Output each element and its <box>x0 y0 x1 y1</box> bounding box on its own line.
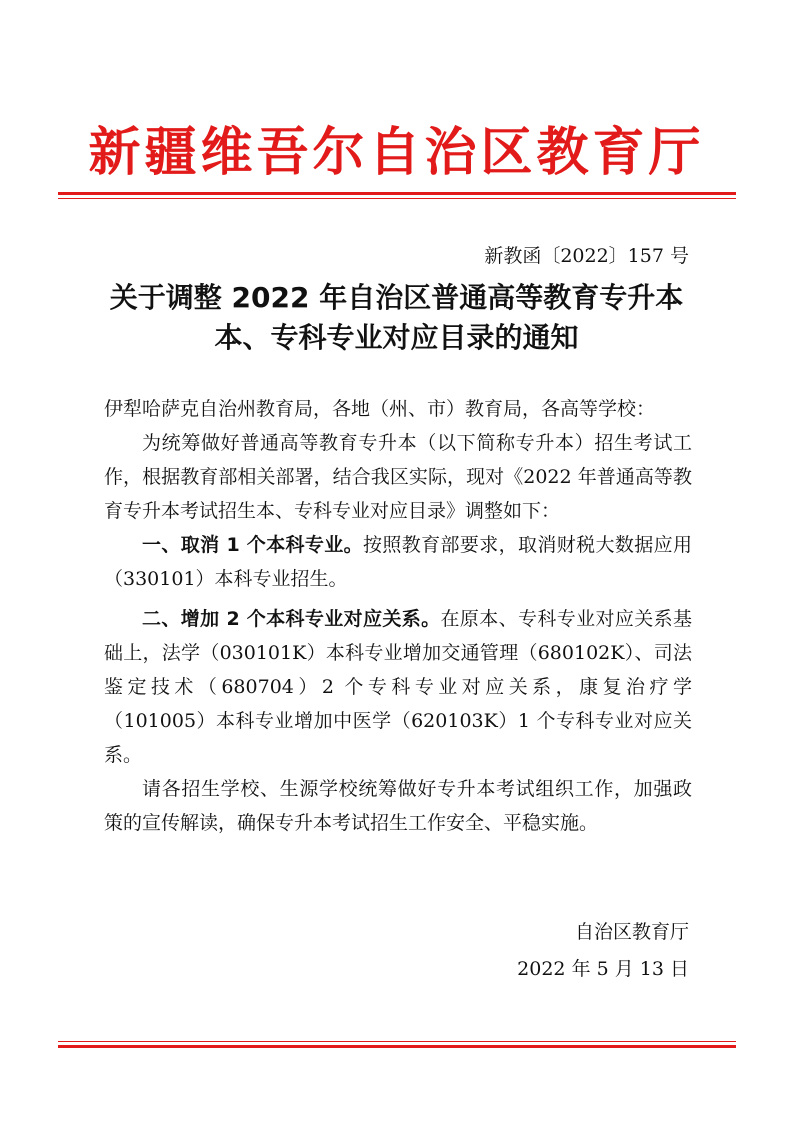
item-1-heading: 一、取消 1 个本科专业。 <box>142 534 363 556</box>
item-2-text: 在原本、专科专业对应关系基础上，法学（030101K）本科专业增加交通管理（680102K）、司法鉴定技术（680704）2 个专科专业对应关系，康复治疗学（101005）本科专业增加中医学（620103K）1 个专科专业对应关系。 <box>104 608 692 766</box>
item-1-paragraph <box>104 528 692 596</box>
item-1-text: 按照教育部要求，取消财税大数据应用（330101）本科专业招生。 <box>104 534 692 590</box>
footer-rule-thin <box>58 1041 736 1042</box>
document-body <box>104 426 692 840</box>
document-title-line-2: 本、专科专业对应目录的通知 <box>214 321 579 354</box>
document-title-line-1: 关于调整 2022 年自治区普通高等教育专升本 <box>109 281 684 314</box>
footer-rule-thick <box>58 1045 736 1048</box>
document-number: 新教函〔2022〕157 号 <box>484 245 689 267</box>
item-2-paragraph <box>104 602 692 772</box>
intro-paragraph: 为统筹做好普通高等教育专升本（以下简称专升本）招生考试工作，根据教育部相关部署，结合我区实际，现对《2022 年普通高等教育专升本考试招生本、专科专业对应目录》调整如下： <box>104 432 692 522</box>
salutation: 伊犁哈萨克自治州教育局，各地（州、市）教育局，各高等学校： <box>104 398 656 420</box>
letterhead-rule-thin <box>58 198 736 199</box>
signature-organization: 自治区教育厅 <box>574 921 689 943</box>
signature-date: 2022 年 5 月 13 日 <box>517 958 689 980</box>
item-2-heading: 二、增加 2 个本科专业对应关系。 <box>142 608 441 630</box>
org-letterhead-title: 新疆维吾尔自治区教育厅 <box>88 122 705 183</box>
closing-paragraph: 请各招生学校、生源学校统筹做好专升本考试组织工作，加强政策的宣传解读，确保专升本考试招生工作安全、平稳实施。 <box>104 778 692 834</box>
letterhead-rule-thick <box>58 192 736 195</box>
